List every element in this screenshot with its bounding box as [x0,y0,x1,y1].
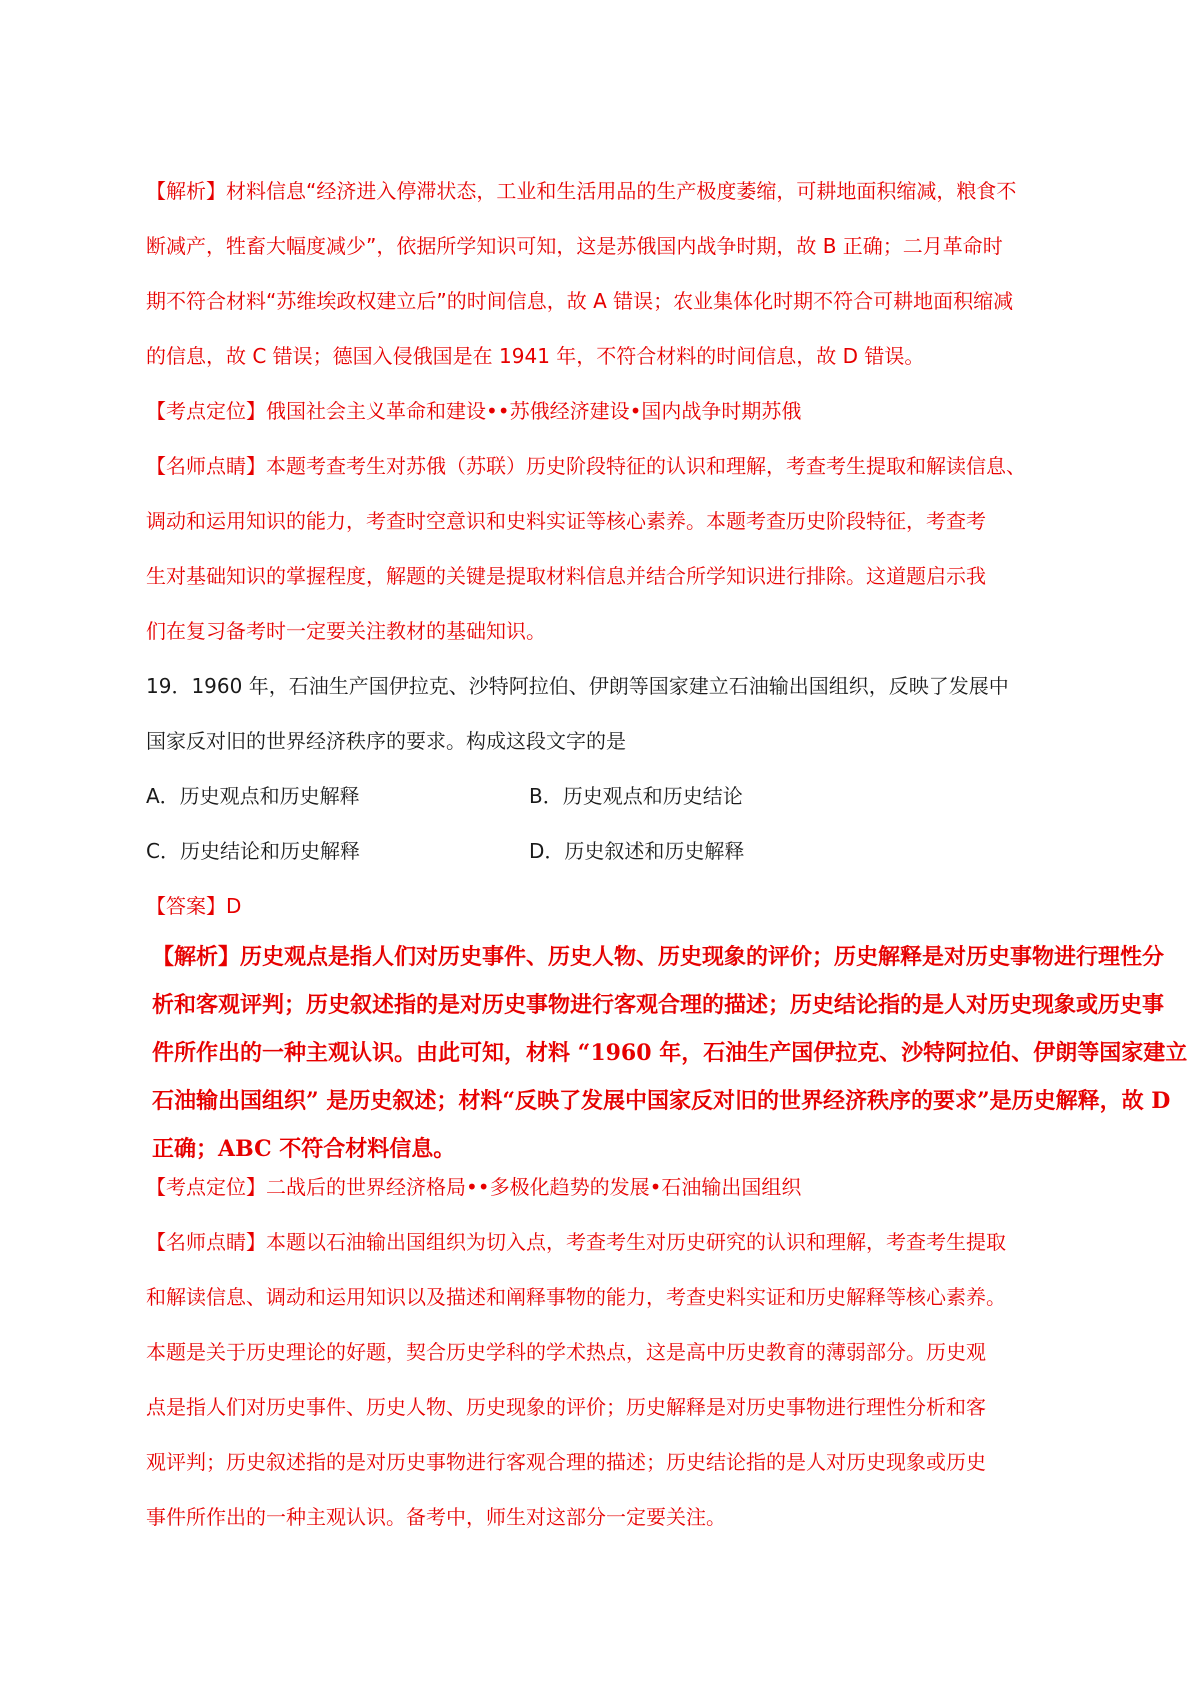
text-line: 断减产，牲畜大幅度减少”，依据所学知识可知，这是苏俄国内战争时期，故 B 正确；二月革命时 [146,234,1003,258]
document-page [146,176,1188,1557]
text-line: 本题是关于历史理论的好题，契合历史学科的学术热点，这是高中历史教育的薄弱部分。历史观 [146,1340,986,1364]
text-line: 【解析】历史观点是指人们对历史事件、历史人物、历史现象的评价；历史解释是对历史事物进行理性分 [152,944,1165,970]
text-line: 【名师点睛】本题以石油输出国组织为切入点，考查考生对历史研究的认识和理解，考查考生提取 [146,1230,1006,1254]
q19-kaodian: 【考点定位】二战后的世界经济格局••多极化趋势的发展•石油输出国组织 [146,1175,802,1199]
text-line: 和解读信息、调动和运用知识以及描述和阐释事物的能力，考查史料实证和历史解释等核心素养。 [146,1285,1006,1309]
text-line: 的信息，故 C 错误；德国入侵俄国是在 1941 年，不符合材料的时间信息，故 D 错误。 [146,344,925,368]
text-line: 观评判；历史叙述指的是对历史事物进行客观合理的描述；历史结论指的是人对历史现象或历史 [146,1450,986,1474]
text-line: 点是指人们对历史事件、历史人物、历史现象的评价；历史解释是对历史事物进行理性分析和客 [146,1395,986,1419]
option-c: C．历史结论和历史解释 [146,839,360,863]
q19-analysis [152,942,1188,1182]
text-line: 【名师点睛】本题考查考生对苏俄（苏联）历史阶段特征的认识和理解，考查考生提取和解读信息、 [146,454,1026,478]
q19-options-row-2 [146,836,1136,891]
option-a: A．历史观点和历史解释 [146,784,360,808]
text-line: 【解析】材料信息“经济进入停滞状态，工业和生活用品的生产极度萎缩，可耕地面积缩减，粮食不 [146,179,1017,203]
q19-question [146,671,1136,781]
text-line: 石油输出国组织” 是历史叙述；材料“反映了发展中国家反对旧的世界经济秩序的要求”是历史解释，故 D [152,1088,1171,1114]
option-d: D．历史叙述和历史解释 [529,839,745,863]
q19-mingshi [146,1227,1136,1557]
q18-kaodian: 【考点定位】俄国社会主义革命和建设••苏俄经济建设•国内战争时期苏俄 [146,399,802,423]
text-line: 19．1960 年，石油生产国伊拉克、沙特阿拉伯、伊朗等国家建立石油输出国组织，反映了发展中 [146,674,1009,698]
text-line: 国家反对旧的世界经济秩序的要求。构成这段文字的是 [146,729,626,753]
q19-options-row-1 [146,781,1136,836]
q19-answer: 【答案】D [146,894,242,918]
text-line: 生对基础知识的掌握程度，解题的关键是提取材料信息并结合所学知识进行排除。这道题启示我 [146,564,986,588]
q18-analysis [146,176,1136,396]
text-line: 事件所作出的一种主观认识。备考中，师生对这部分一定要关注。 [146,1505,726,1529]
option-b: B．历史观点和历史结论 [529,784,743,808]
text-line: 正确；ABC 不符合材料信息。 [152,1136,456,1162]
text-line: 件所作出的一种主观认识。由此可知，材料 “1960 年，石油生产国伊拉克、沙特阿拉伯、伊朗等国家建立 [152,1040,1188,1066]
text-line: 们在复习备考时一定要关注教材的基础知识。 [146,619,546,643]
text-line: 期不符合材料“苏维埃政权建立后”的时间信息，故 A 错误；农业集体化时期不符合可耕地面积缩减 [146,289,1014,313]
text-line: 析和客观评判；历史叙述指的是对历史事物进行客观合理的描述；历史结论指的是人对历史现象或历史事 [152,992,1165,1018]
q18-mingshi [146,451,1136,671]
text-line: 调动和运用知识的能力，考查时空意识和史料实证等核心素养。本题考查历史阶段特征，考查考 [146,509,986,533]
